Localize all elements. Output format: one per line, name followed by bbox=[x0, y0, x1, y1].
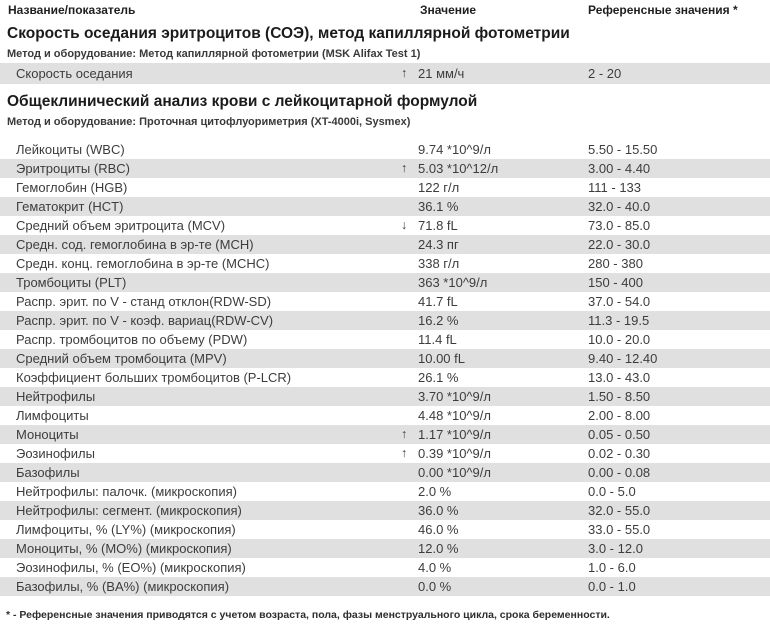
row-value: 46.0 % bbox=[418, 522, 459, 537]
table-row bbox=[0, 444, 770, 463]
arrow-up-icon: ↑ bbox=[401, 446, 408, 460]
reference-footnote: * - Референсные значения приводятся с учетом возраста, пола, фазы менструального цикла, срока беременности. bbox=[6, 609, 610, 621]
row-name: Эритроциты (RBC) bbox=[16, 161, 130, 176]
method-equipment-line: Метод и оборудование: Метод капиллярной фотометрии (MSK Alifax Test 1) bbox=[7, 48, 421, 60]
table-row bbox=[0, 63, 770, 84]
arrow-up-icon: ↑ bbox=[401, 427, 408, 441]
row-value: 41.7 fL bbox=[418, 294, 458, 309]
table-row bbox=[0, 463, 770, 482]
row-value: 24.3 пг bbox=[418, 237, 459, 252]
row-value: 11.4 fL bbox=[418, 332, 457, 347]
row-name: Эозинофилы bbox=[16, 446, 95, 461]
row-name: Нейтрофилы: палочк. (микроскопия) bbox=[16, 484, 237, 499]
row-reference: 280 - 380 bbox=[588, 256, 643, 271]
row-reference: 1.50 - 8.50 bbox=[588, 389, 651, 404]
row-reference: 1.0 - 6.0 bbox=[588, 560, 636, 575]
row-name: Скорость оседания bbox=[16, 66, 133, 81]
row-name: Средн. сод. гемоглобина в эр-те (MCH) bbox=[16, 237, 254, 252]
row-name: Средн. конц. гемоглобина в эр-те (MCHC) bbox=[16, 256, 270, 271]
row-reference: 0.02 - 0.30 bbox=[588, 446, 651, 461]
row-name: Коэффициент больших тромбоцитов (P-LCR) bbox=[16, 370, 292, 385]
row-value: 16.2 % bbox=[418, 313, 459, 328]
row-reference: 33.0 - 55.0 bbox=[588, 522, 651, 537]
row-name: Гематокрит (HCT) bbox=[16, 199, 124, 214]
row-value: 2.0 % bbox=[418, 484, 452, 499]
table-row bbox=[0, 254, 770, 273]
table-row bbox=[0, 197, 770, 216]
row-value: 338 г/л bbox=[418, 256, 460, 271]
table-row bbox=[0, 216, 770, 235]
section-title: Скорость оседания эритроцитов (СОЭ), метод капиллярной фотометрии bbox=[7, 25, 570, 42]
table-row bbox=[0, 406, 770, 425]
row-reference: 0.0 - 1.0 bbox=[588, 579, 636, 594]
row-value: 9.74 *10^9/л bbox=[418, 142, 491, 157]
row-name: Нейтрофилы: сегмент. (микроскопия) bbox=[16, 503, 242, 518]
arrow-up-icon: ↑ bbox=[401, 66, 408, 80]
row-reference: 2 - 20 bbox=[588, 66, 622, 81]
table-row bbox=[0, 178, 770, 197]
results-table bbox=[0, 140, 770, 596]
method-equipment-line: Метод и оборудование: Проточная цитофлуориметрия (XT-4000i, Sysmex) bbox=[7, 116, 411, 128]
row-reference: 150 - 400 bbox=[588, 275, 643, 290]
row-reference: 5.50 - 15.50 bbox=[588, 142, 658, 157]
row-reference: 3.00 - 4.40 bbox=[588, 161, 651, 176]
row-value: 4.48 *10^9/л bbox=[418, 408, 491, 423]
row-reference: 32.0 - 55.0 bbox=[588, 503, 651, 518]
arrow-down-icon: ↓ bbox=[401, 218, 408, 232]
row-value: 363 *10^9/л bbox=[418, 275, 488, 290]
row-name: Нейтрофилы bbox=[16, 389, 96, 404]
row-reference: 3.0 - 12.0 bbox=[588, 541, 643, 556]
row-reference: 0.05 - 0.50 bbox=[588, 427, 651, 442]
row-name: Моноциты, % (MO%) (микроскопия) bbox=[16, 541, 232, 556]
row-reference: 37.0 - 54.0 bbox=[588, 294, 651, 309]
header-reference-column: Референсные значения * bbox=[588, 3, 738, 17]
report-sections bbox=[0, 25, 770, 596]
row-reference: 0.0 - 5.0 bbox=[588, 484, 636, 499]
row-name: Средний объем эритроцита (MCV) bbox=[16, 218, 226, 233]
table-row bbox=[0, 539, 770, 558]
header-name-column: Название/показатель bbox=[8, 3, 136, 17]
results-table bbox=[0, 63, 770, 84]
table-row bbox=[0, 387, 770, 406]
table-row bbox=[0, 311, 770, 330]
table-row bbox=[0, 482, 770, 501]
table-row bbox=[0, 368, 770, 387]
row-reference: 22.0 - 30.0 bbox=[588, 237, 651, 252]
row-name: Лимфоциты, % (LY%) (микроскопия) bbox=[16, 522, 236, 537]
row-value: 0.39 *10^9/л bbox=[418, 446, 491, 461]
row-reference: 73.0 - 85.0 bbox=[588, 218, 651, 233]
table-row bbox=[0, 558, 770, 577]
row-name: Гемоглобин (HGB) bbox=[16, 180, 128, 195]
row-value: 36.0 % bbox=[418, 503, 459, 518]
row-name: Распр. эрит. по V - станд отклон(RDW-SD) bbox=[16, 294, 272, 309]
table-row bbox=[0, 235, 770, 254]
table-row bbox=[0, 577, 770, 596]
row-value: 71.8 fL bbox=[418, 218, 458, 233]
section-title: Общеклинический анализ крови с лейкоцитарной формулой bbox=[7, 93, 478, 110]
row-value: 21 мм/ч bbox=[418, 66, 465, 81]
row-value: 122 г/л bbox=[418, 180, 460, 195]
row-value: 12.0 % bbox=[418, 541, 459, 556]
row-name: Моноциты bbox=[16, 427, 79, 442]
row-name: Распр. эрит. по V - коэф. вариац(RDW-CV) bbox=[16, 313, 274, 328]
row-value: 36.1 % bbox=[418, 199, 459, 214]
row-name: Базофилы, % (BA%) (микроскопия) bbox=[16, 579, 230, 594]
header-value-column: Значение bbox=[420, 3, 477, 17]
row-reference: 11.3 - 19.5 bbox=[588, 313, 650, 328]
table-row bbox=[0, 159, 770, 178]
row-reference: 0.00 - 0.08 bbox=[588, 465, 651, 480]
table-header bbox=[0, 3, 770, 18]
row-value: 3.70 *10^9/л bbox=[418, 389, 491, 404]
row-reference: 2.00 - 8.00 bbox=[588, 408, 651, 423]
row-reference: 9.40 - 12.40 bbox=[588, 351, 658, 366]
row-reference: 111 - 133 bbox=[588, 180, 642, 195]
row-value: 26.1 % bbox=[418, 370, 459, 385]
row-reference: 32.0 - 40.0 bbox=[588, 199, 651, 214]
row-name: Лейкоциты (WBC) bbox=[16, 142, 125, 157]
row-value: 10.00 fL bbox=[418, 351, 465, 366]
row-value: 4.0 % bbox=[418, 560, 452, 575]
table-row bbox=[0, 140, 770, 159]
row-value: 5.03 *10^12/л bbox=[418, 161, 499, 176]
row-name: Тромбоциты (PLT) bbox=[16, 275, 127, 290]
row-value: 0.00 *10^9/л bbox=[418, 465, 491, 480]
row-name: Распр. тромбоцитов по объему (PDW) bbox=[16, 332, 248, 347]
arrow-up-icon: ↑ bbox=[401, 161, 408, 175]
row-name: Базофилы bbox=[16, 465, 80, 480]
row-name: Эозинофилы, % (EO%) (микроскопия) bbox=[16, 560, 246, 575]
row-name: Лимфоциты bbox=[16, 408, 89, 423]
row-reference: 10.0 - 20.0 bbox=[588, 332, 651, 347]
table-row bbox=[0, 349, 770, 368]
table-row bbox=[0, 501, 770, 520]
table-row bbox=[0, 425, 770, 444]
table-row bbox=[0, 330, 770, 349]
table-row bbox=[0, 292, 770, 311]
row-name: Средний объем тромбоцита (MPV) bbox=[16, 351, 227, 366]
table-row bbox=[0, 520, 770, 539]
table-row bbox=[0, 273, 770, 292]
row-value: 1.17 *10^9/л bbox=[418, 427, 491, 442]
row-reference: 13.0 - 43.0 bbox=[588, 370, 651, 385]
row-value: 0.0 % bbox=[418, 579, 452, 594]
